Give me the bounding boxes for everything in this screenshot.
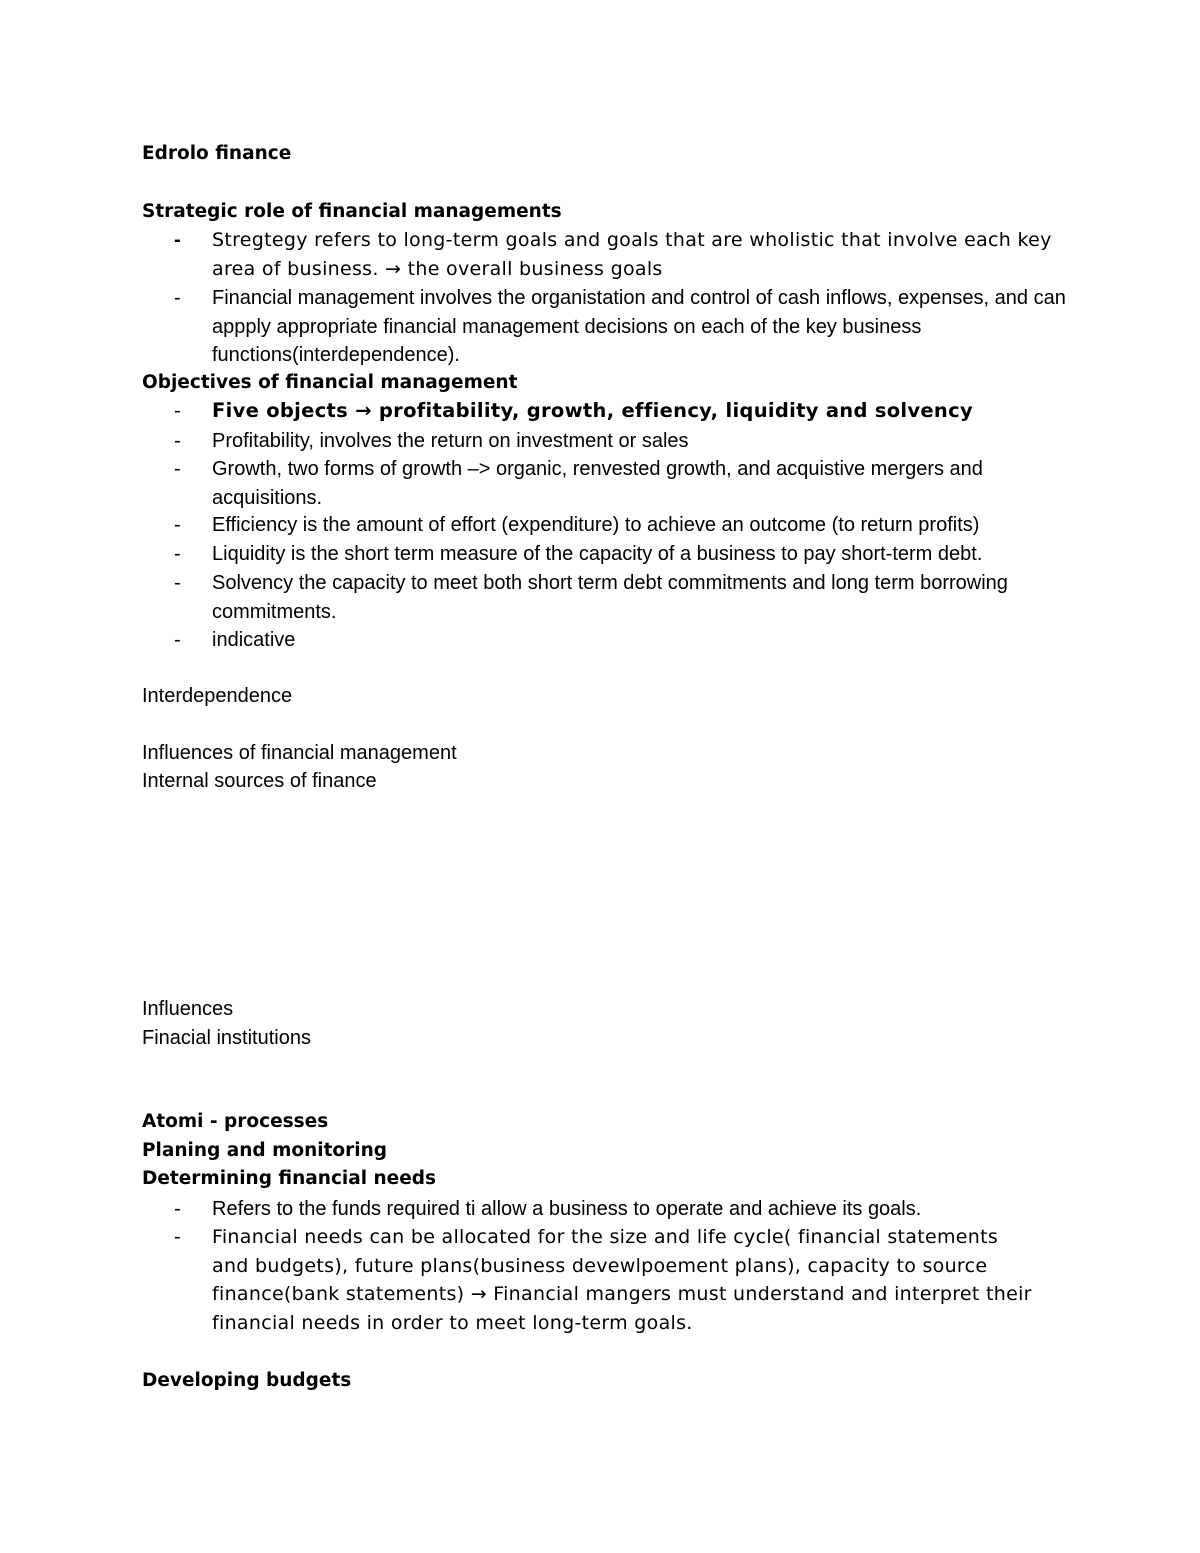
bullet-dash: - [174,1198,181,1220]
list-item-text: Financial management involves the organistation and control of cash inflows, expenses, and can appply appropriate financial management decisions on each of the key business functions(interdependence). [212,287,1066,366]
note-finacial-institutions: Finacial institutions [142,1027,311,1049]
note-influences-financial-management: Influences of financial management [142,742,457,764]
bullet-dash: - [174,458,181,480]
bullet-dash: - [174,514,181,536]
bullet-dash: - [174,1226,181,1248]
document-title: Edrolo finance [142,143,292,164]
bullet-dash: - [174,629,181,651]
bullet-dash: - [174,400,181,422]
bullet-dash: - [174,572,181,594]
bullet-dash: - [174,543,181,565]
list-item-text: Solvency the capacity to meet both short term debt commitments and long term borrowing commitments. [212,572,1008,623]
list-item-text: Five objects → profitability, growth, effiency, liquidity and solvency [212,399,973,422]
list-item-text: Stregtegy refers to long-term goals and goals that are wholistic that involve each key area of business. → the overall business goals [212,229,1052,280]
note-influences: Influences [142,998,234,1020]
note-interdependence: Interdependence [142,685,293,707]
section-heading-financial-needs: Determining financial needs [142,1168,437,1189]
list-item-text: indicative [212,629,296,651]
section-heading-budgets: Developing budgets [142,1370,352,1391]
list-item-text: Profitability, involves the return on investment or sales [212,430,689,452]
list-item-text: Growth, two forms of growth –> organic, renvested growth, and acquistive mergers and acquisitions. [212,458,983,509]
bullet-dash: - [174,229,181,251]
bullet-dash: - [174,430,181,452]
list-item-text: Refers to the funds required ti allow a business to operate and achieve its goals. [212,1198,922,1220]
list-item-text: Financial needs can be allocated for the size and life cycle( financial statements and budgets), future plans(business devewlpoement plans), capacity to source finance(bank statements) → Financial mangers must understand and interpret their financial needs in order to meet long-term goals. [212,1226,1032,1334]
section-heading-objectives: Objectives of financial management [142,372,518,393]
note-internal-sources: Internal sources of finance [142,770,377,792]
section-heading-planning: Planing and monitoring [142,1140,388,1161]
section-heading-strategic-role: Strategic role of financial managements [142,201,562,222]
list-item-text: Efficiency is the amount of effort (expenditure) to achieve an outcome (to return profits) [212,514,980,536]
list-item-text: Liquidity is the short term measure of the capacity of a business to pay short-term debt. [212,543,983,565]
bullet-dash: - [174,287,181,309]
section-heading-atomi: Atomi - processes [142,1111,329,1132]
